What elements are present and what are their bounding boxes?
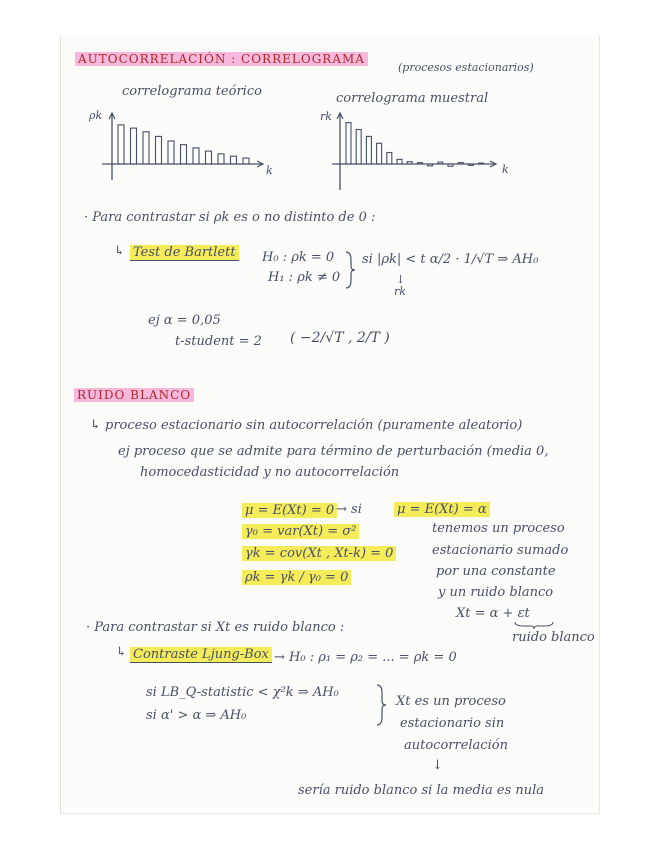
theoretical-correlogram [100,108,270,188]
ljung-intro: · Para contrastar si Xt es ruido blanco : [86,620,345,635]
correlogram-bar [387,153,392,165]
correlogram-bar [438,162,443,164]
correlogram-bar [428,164,433,166]
ruido-definition-3: homocedasticidad y no autocorrelación [140,465,400,480]
correlogram-bar [218,154,224,164]
correlogram-bar [377,143,382,164]
ljung-arrow: ↳ [116,645,127,660]
note-brace [514,621,554,629]
correlogram-bar [156,136,162,164]
correlogram-bar [346,123,351,164]
correlogram-bar [168,141,174,164]
correlogram-bar [468,164,473,165]
equation-gamma0: γ₀ = var(Xt) = σ² [242,524,359,540]
bartlett-condition: si |ρk| < t α/2 · 1/√T ⇒ AH₀ [362,252,539,267]
conclusion-line-3: autocorrelación [404,738,508,753]
r-k-label: rk [320,110,332,123]
brace-bartlett [345,250,357,290]
heading-ruido-blanco: RUIDO BLANCO [74,388,194,403]
note-line-4: y un ruido blanco [438,585,554,600]
correlogram-bar [118,125,124,164]
equation-mu: μ = E(Xt) = 0 [242,503,337,519]
example-t-student: t-student = 2 [175,334,262,349]
correlogram-bar [397,159,402,164]
arrow-si: → si [336,502,362,517]
bartlett-arrow: ↳ [114,244,125,259]
ljung-condition-1: si LB_Q-statistic < χ²k ⇒ AH₀ [146,685,339,700]
bartlett-h1: H₁ : ρk ≠ 0 [268,270,341,285]
note-ruido-blanco: ruido blanco [512,630,595,645]
correlogram-bar [181,145,187,164]
bartlett-rk: rk [394,285,406,298]
ljung-h0: → H₀ : ρ₁ = ρ₂ = ... = ρk = 0 [274,650,457,665]
equation-mu-alpha: μ = E(Xt) = α [394,502,490,518]
note-line-2: estacionario sumado [432,543,569,558]
correlogram-bar [143,132,149,164]
k-label-2: k [502,163,509,176]
final-statement: sería ruido blanco si la media es nula [298,783,545,798]
conclusion-line-2: estacionario sin [400,716,505,731]
correlogram-bar [206,151,212,164]
correlogram-bar [479,163,484,164]
rho-k-label: ρk [89,109,103,122]
correlogram-bar [407,162,412,164]
ruido-definition-1: ↳ proceso estacionario sin autocorrelación (puramente aleatorio) [90,418,523,433]
example-alpha: ej α = 0,05 [148,313,221,328]
ruido-definition-2: ej proceso que se admite para término de perturbación (media 0, [118,444,549,459]
side-note: (procesos estacionarios) [398,61,534,74]
conclusion-arrow: ↓ [432,758,443,773]
sample-correlogram [330,110,500,200]
brace-ljung [376,683,388,727]
confidence-interval: ( −2/√T , 2/T ) [290,330,390,346]
bartlett-h0: H₀ : ρk = 0 [262,250,335,265]
ljung-test-name: Contraste Ljung-Box [130,647,272,663]
correlogram-bar [417,163,422,164]
k-label-1: k [266,164,273,177]
note-line-1: tenemos un proceso [432,521,565,536]
correlogram-bar [193,148,199,164]
theoretical-title: correlograma teórico [122,84,262,99]
correlogram-bar [243,158,249,164]
note-line-3: por una constante [436,564,556,579]
correlogram-bar [356,130,361,165]
correlogram-bar [131,128,137,164]
sample-title: correlograma muestral [336,91,489,106]
heading-autocorrelacion: AUTOCORRELACIÓN : CORRELOGRAMA [75,52,368,67]
ljung-condition-2: si α' > α ⇒ AH₀ [146,708,247,723]
bartlett-down-arrow: ↓ [396,273,406,286]
correlogram-bar [231,156,237,164]
equation-rhok: ρk = γk / γ₀ = 0 [242,570,351,586]
equation-gammak: γk = cov(Xt , Xt-k) = 0 [242,546,396,562]
correlogram-bar [366,136,371,164]
note-equation: Xt = α + εt [456,606,530,621]
correlogram-bar [458,163,463,164]
correlogram-bar [448,164,453,166]
bartlett-test-name: Test de Bartlett [130,245,239,261]
bartlett-intro: · Para contrastar si ρk es o no distinto de 0 : [84,210,376,225]
conclusion-line-1: Xt es un proceso [396,694,506,709]
